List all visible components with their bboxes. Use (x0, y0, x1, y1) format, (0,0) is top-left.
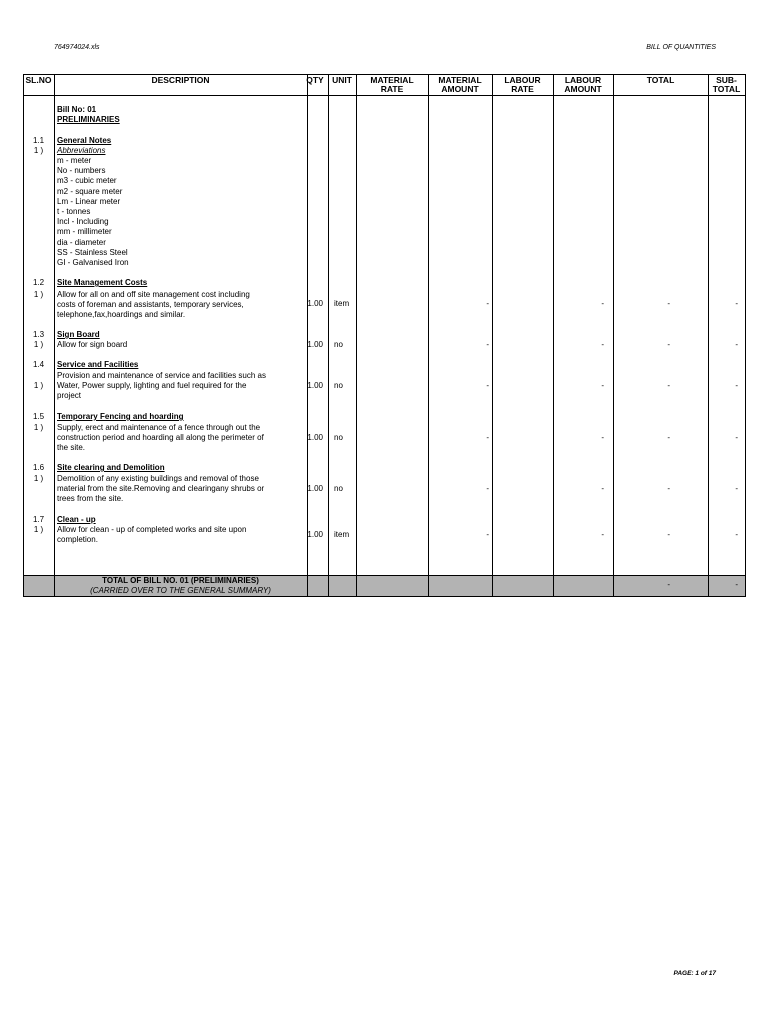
item-unit: no (334, 381, 343, 390)
list-item: GI - Galvanised Iron (57, 258, 129, 268)
item-description: material from the site.Removing and clearingany shrubs or (57, 484, 265, 493)
header-material-rate: MATERIAL RATE (370, 75, 414, 94)
item-labour-amount: - (601, 299, 604, 308)
item-title: Sign Board (57, 330, 100, 339)
item-qty: 1.00 (307, 340, 323, 349)
header-labour-amount: LABOUR AMOUNT (564, 75, 602, 94)
item-description: Water, Power supply, lighting and fuel required for the (57, 381, 247, 390)
item-description: the site. (57, 443, 86, 452)
item-qty: 1.00 (307, 299, 323, 308)
list-item: m3 - cubic meter (57, 176, 117, 186)
list-item: m2 - square meter (57, 186, 123, 196)
item-description: completion. (57, 535, 98, 544)
item-subtotal: - (735, 299, 738, 308)
item-subtotal: - (735, 484, 738, 493)
item-subtotal: - (735, 381, 738, 390)
list-item: SS - Stainless Steel (57, 247, 128, 257)
header-slno: SL.NO (25, 75, 52, 85)
item-subtotal: - (735, 340, 738, 349)
item-description: Allow for clean - up of completed works and site upon (57, 525, 247, 534)
sub-item-number: 1 ) (33, 381, 44, 390)
column-divider (613, 74, 614, 597)
item-total: - (667, 340, 670, 349)
item-qty: 1.00 (307, 530, 323, 539)
item-material-amount: - (486, 484, 489, 493)
bill-name: PRELIMINARIES (57, 115, 120, 124)
item-total: - (667, 530, 670, 539)
boq-table (23, 74, 746, 597)
item-title: Service and Facilities (57, 360, 139, 369)
sub-item-number: 1 ) (33, 423, 44, 432)
item-number: 1.4 (32, 360, 45, 369)
header-description: DESCRIPTION (151, 75, 210, 85)
item-description: telephone,fax,hoardings and similar. (57, 310, 186, 319)
bill-number: Bill No: 01 (57, 105, 97, 114)
item-unit: no (334, 340, 343, 349)
item-unit: item (334, 299, 350, 308)
item-total: - (667, 381, 670, 390)
item-total: - (667, 433, 670, 442)
sub-item-number: 1 ) (33, 146, 44, 155)
item-number: 1.3 (32, 330, 45, 339)
item-total: - (667, 484, 670, 493)
item-description: construction period and hoarding all along the perimeter of (57, 433, 264, 442)
file-name: 764974024.xls (54, 44, 100, 51)
item-material-amount: - (486, 381, 489, 390)
list-item: Lm - Linear meter (57, 196, 121, 206)
header-labour-rate: LABOUR RATE (504, 75, 541, 94)
total-row-total: - (667, 580, 670, 589)
item-description: Provision and maintenance of service and facilities such as (57, 371, 266, 380)
column-divider (708, 74, 709, 597)
sub-item-number: 1 ) (33, 525, 44, 534)
item-description: project (57, 391, 82, 400)
item-number: 1.2 (32, 278, 45, 287)
item-subtotal: - (735, 433, 738, 442)
item-labour-amount: - (601, 340, 604, 349)
item-qty: 1.00 (307, 381, 323, 390)
column-divider (307, 74, 308, 597)
document-title: BILL OF QUANTITIES (646, 44, 716, 51)
column-divider (328, 74, 329, 597)
header-subtotal: SUB-TOTAL (712, 75, 741, 94)
list-item: Incl - Including (57, 217, 109, 227)
item-unit: no (334, 484, 343, 493)
header-qty: QTY (306, 75, 324, 85)
item-description: Demolition of any existing buildings and removal of those (57, 474, 259, 483)
list-item: mm - millimeter (57, 227, 112, 237)
item-title: Temporary Fencing and hoarding (57, 412, 184, 421)
column-divider (54, 74, 55, 597)
item-title: Clean - up (57, 515, 96, 524)
item-unit: no (334, 433, 343, 442)
item-description: trees from the site. (57, 494, 124, 503)
item-title: Site clearing and Demolition (57, 463, 165, 472)
item-labour-amount: - (601, 484, 604, 493)
item-number: 1.7 (32, 515, 45, 524)
item-description: Allow for sign board (57, 340, 128, 349)
item-qty: 1.00 (307, 433, 323, 442)
header-total: TOTAL (646, 75, 675, 85)
list-item: t - tonnes (57, 207, 91, 217)
item-number: 1.1 (32, 136, 45, 145)
item-qty: 1.00 (307, 484, 323, 493)
header-unit: UNIT (332, 75, 352, 85)
table-border-right (745, 74, 746, 597)
header-material-amount: MATERIAL AMOUNT (438, 75, 482, 94)
list-item: No - numbers (57, 166, 106, 176)
abbreviations-title: Abbreviations (57, 146, 106, 155)
column-divider (356, 74, 357, 597)
total-row-subtotal: - (735, 580, 738, 589)
item-number: 1.6 (32, 463, 45, 472)
item-labour-amount: - (601, 381, 604, 390)
header-divider (23, 95, 746, 96)
total-row-note: (CARRIED OVER TO THE GENERAL SUMMARY) (90, 586, 271, 595)
item-title: Site Management Costs (57, 278, 148, 287)
item-material-amount: - (486, 433, 489, 442)
item-description: Supply, erect and maintenance of a fence through out the (57, 423, 261, 432)
item-description: Allow for all on and off site management cost including (57, 290, 250, 299)
item-material-amount: - (486, 530, 489, 539)
list-item: m - meter (57, 156, 92, 165)
item-number: 1.5 (32, 412, 45, 421)
item-labour-amount: - (601, 433, 604, 442)
list-item: dia - diameter (57, 237, 106, 247)
item-material-amount: - (486, 299, 489, 308)
column-divider (428, 74, 429, 597)
general-notes-title: General Notes (57, 136, 112, 145)
item-material-amount: - (486, 340, 489, 349)
column-divider (492, 74, 493, 597)
item-subtotal: - (735, 530, 738, 539)
sub-item-number: 1 ) (33, 290, 44, 299)
item-description: costs of foreman and assistants, temporary services, (57, 300, 244, 309)
column-divider (553, 74, 554, 597)
sub-item-number: 1 ) (33, 340, 44, 349)
sub-item-number: 1 ) (33, 474, 44, 483)
item-labour-amount: - (601, 530, 604, 539)
item-unit: item (334, 530, 350, 539)
item-total: - (667, 299, 670, 308)
total-row-label: TOTAL OF BILL NO. 01 (PRELIMINARIES) (102, 576, 259, 585)
abbreviation-list (57, 156, 129, 268)
page-number: PAGE: 1 of 17 (673, 970, 716, 977)
